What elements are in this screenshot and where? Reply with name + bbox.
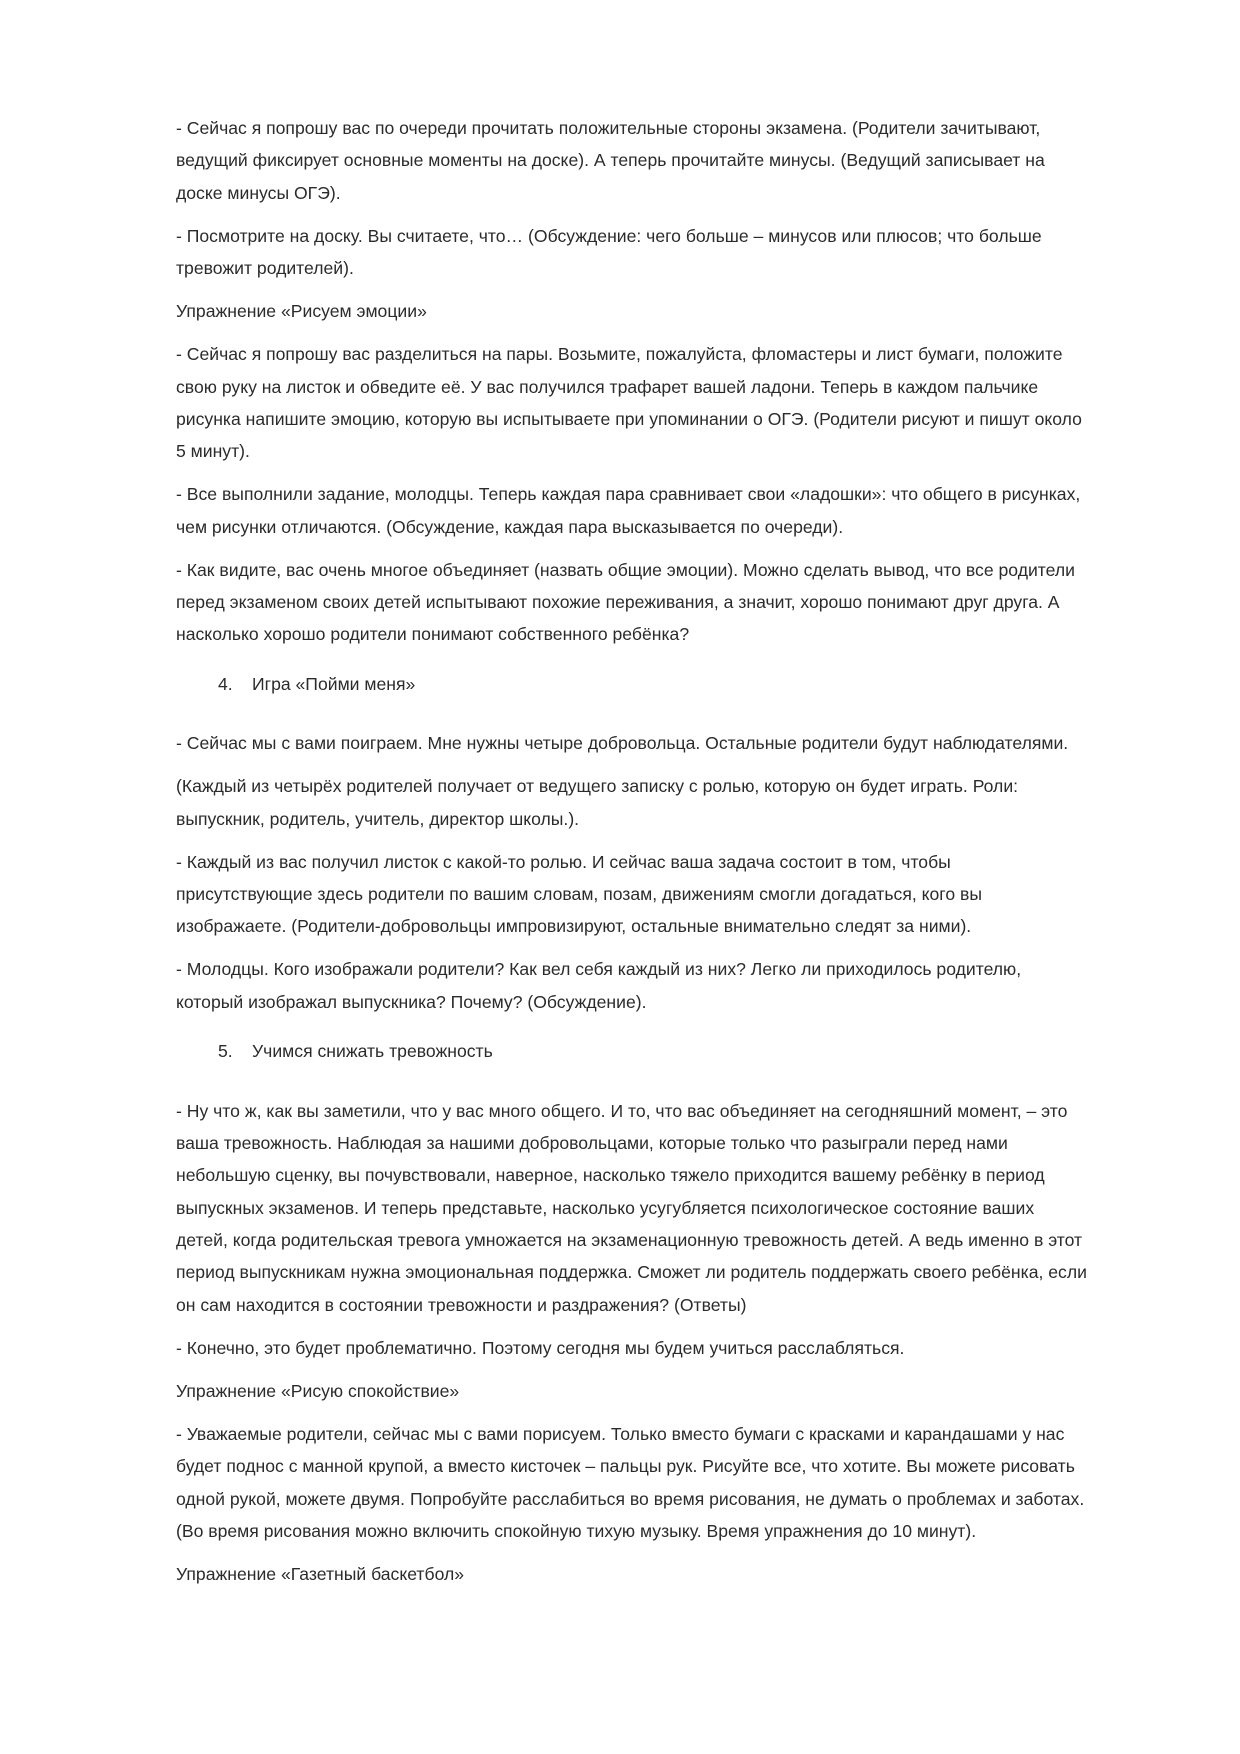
text-line: (Во время рисования можно включить спокойную тихую музыку. Время упражнения до 10 минут). — [176, 1520, 977, 1541]
list-number: 4. — [218, 673, 233, 694]
text-line: 5 минут). — [176, 441, 250, 462]
text-line: который изображал выпускника? Почему? (Обсуждение). — [176, 991, 647, 1012]
paragraph — [176, 338, 1156, 468]
document-page — [176, 112, 1156, 1601]
text-line: он сам находится в состоянии тревожности и раздражения? (Ответы) — [176, 1294, 747, 1315]
text-line: - Ну что ж, как вы заметили, что у вас много общего. И то, что вас объединяет на сегодняшний момент, – это — [176, 1100, 1068, 1121]
numbered-heading — [176, 1035, 1156, 1067]
paragraph — [176, 1375, 1156, 1407]
text-line: (Каждый из четырёх родителей получает от ведущего записку с ролью, которую он будет играть. Роли: — [176, 776, 1019, 797]
paragraph — [176, 220, 1156, 285]
list-number: 5. — [218, 1041, 233, 1062]
paragraph — [176, 295, 1156, 327]
text-line: - Сейчас мы с вами поиграем. Мне нужны четыре добровольца. Остальные родители будут наблюдателями. — [176, 733, 1069, 754]
paragraph — [176, 1095, 1156, 1322]
paragraph — [176, 554, 1156, 651]
text-line: изображаете. (Родители-добровольцы импровизируют, остальные внимательно следят за ними). — [176, 916, 972, 937]
text-line: - Сейчас я попрошу вас по очереди прочитать положительные стороны экзамена. (Родители зачитывают, — [176, 118, 1041, 138]
text-line: - Конечно, это будет проблематично. Поэтому сегодня мы будем учиться расслабляться. — [176, 1337, 905, 1358]
text-line: тревожит родителей). — [176, 258, 354, 279]
text-line: - Как видите, вас очень многое объединяет (назвать общие эмоции). Можно сделать вывод, что все родители — [176, 559, 1075, 580]
text-line: небольшую сценку, вы почувствовали, наверное, насколько тяжело приходится вашему ребёнку в период — [176, 1165, 1045, 1186]
text-line: - Уважаемые родители, сейчас мы с вами порисуем. Только вместо бумаги с красками и карандашами у нас — [176, 1423, 1065, 1444]
text-line: выпускник, родитель, учитель, директор школы.). — [176, 808, 580, 829]
text-line: свою руку на листок и обведите её. У вас получился трафарет вашей ладони. Теперь в каждом пальчике — [176, 376, 1039, 397]
paragraph — [176, 112, 1156, 209]
text-line: период выпускникам нужна эмоциональная поддержка. Сможет ли родитель поддержать своего ребёнка, если — [176, 1262, 1087, 1283]
paragraph — [176, 770, 1156, 835]
text-line: насколько хорошо родители понимают собственного ребёнка? — [176, 624, 690, 645]
heading-text: Игра «Пойми меня» — [252, 673, 416, 694]
paragraph — [176, 953, 1156, 1018]
text-line: ведущий фиксирует основные моменты на доске). А теперь прочитайте минусы. (Ведущий записывает на — [176, 150, 1045, 171]
paragraph — [176, 1332, 1156, 1364]
text-line: перед экзаменом своих детей испытывают похожие переживания, а значит, хорошо понимают друг друга. А — [176, 592, 1060, 613]
text-line: - Молодцы. Кого изображали родители? Как вел себя каждый из них? Легко ли приходилось родителю, — [176, 959, 1022, 980]
text-line: будет поднос с манной крупой, а вместо кисточек – пальцы рук. Рисуйте все, что хотите. Вы можете рисовать — [176, 1456, 1075, 1477]
text-line: Упражнение «Газетный баскетбол» — [176, 1563, 465, 1584]
paragraph — [176, 1418, 1156, 1548]
paragraph — [176, 1558, 1156, 1590]
text-line: выпускных экзаменов. И теперь представьте, насколько усугубляется психологическое состояние ваших — [176, 1197, 1035, 1218]
text-line: - Все выполнили задание, молодцы. Теперь каждая пара сравнивает свои «ладошки»: что общего в рисунках, — [176, 484, 1081, 505]
paragraph — [176, 846, 1156, 943]
text-line: чем рисунки отличаются. (Обсуждение, каждая пара высказывается по очереди). — [176, 516, 844, 537]
text-line: доске минусы ОГЭ). — [176, 182, 341, 203]
text-line: ваша тревожность. Наблюдая за нашими добровольцами, которые только что разыграли перед нами — [176, 1132, 1008, 1153]
text-line: - Посмотрите на доску. Вы считаете, что… (Обсуждение: чего больше – минусов или плюсов; что больше — [176, 225, 1042, 246]
text-line: - Сейчас я попрошу вас разделиться на пары. Возьмите, пожалуйста, фломастеры и лист бумаги, положите — [176, 344, 1063, 365]
text-line: Упражнение «Рисую спокойствие» — [176, 1380, 460, 1401]
text-line: Упражнение «Рисуем эмоции» — [176, 301, 427, 322]
heading-text: Учимся снижать тревожность — [252, 1041, 493, 1062]
text-line: - Каждый из вас получил листок с какой-то ролью. И сейчас ваша задача состоит в том, чтобы — [176, 851, 951, 872]
text-line: одной рукой, можете двумя. Попробуйте расслабиться во время рисования, не думать о проблемах и заботах. — [176, 1488, 1085, 1509]
text-line: детей, когда родительская тревога умножается на экзаменационную тревожность детей. А ведь именно в этот — [176, 1230, 1083, 1251]
paragraph — [176, 727, 1156, 759]
text-line: рисунка напишите эмоцию, которую вы испытываете при упоминании о ОГЭ. (Родители рисуют и пишут около — [176, 408, 1082, 429]
numbered-heading — [176, 668, 1156, 700]
text-line: присутствующие здесь родители по вашим словам, позам, движениям смогли догадаться, кого вы — [176, 883, 982, 904]
paragraph — [176, 478, 1156, 543]
